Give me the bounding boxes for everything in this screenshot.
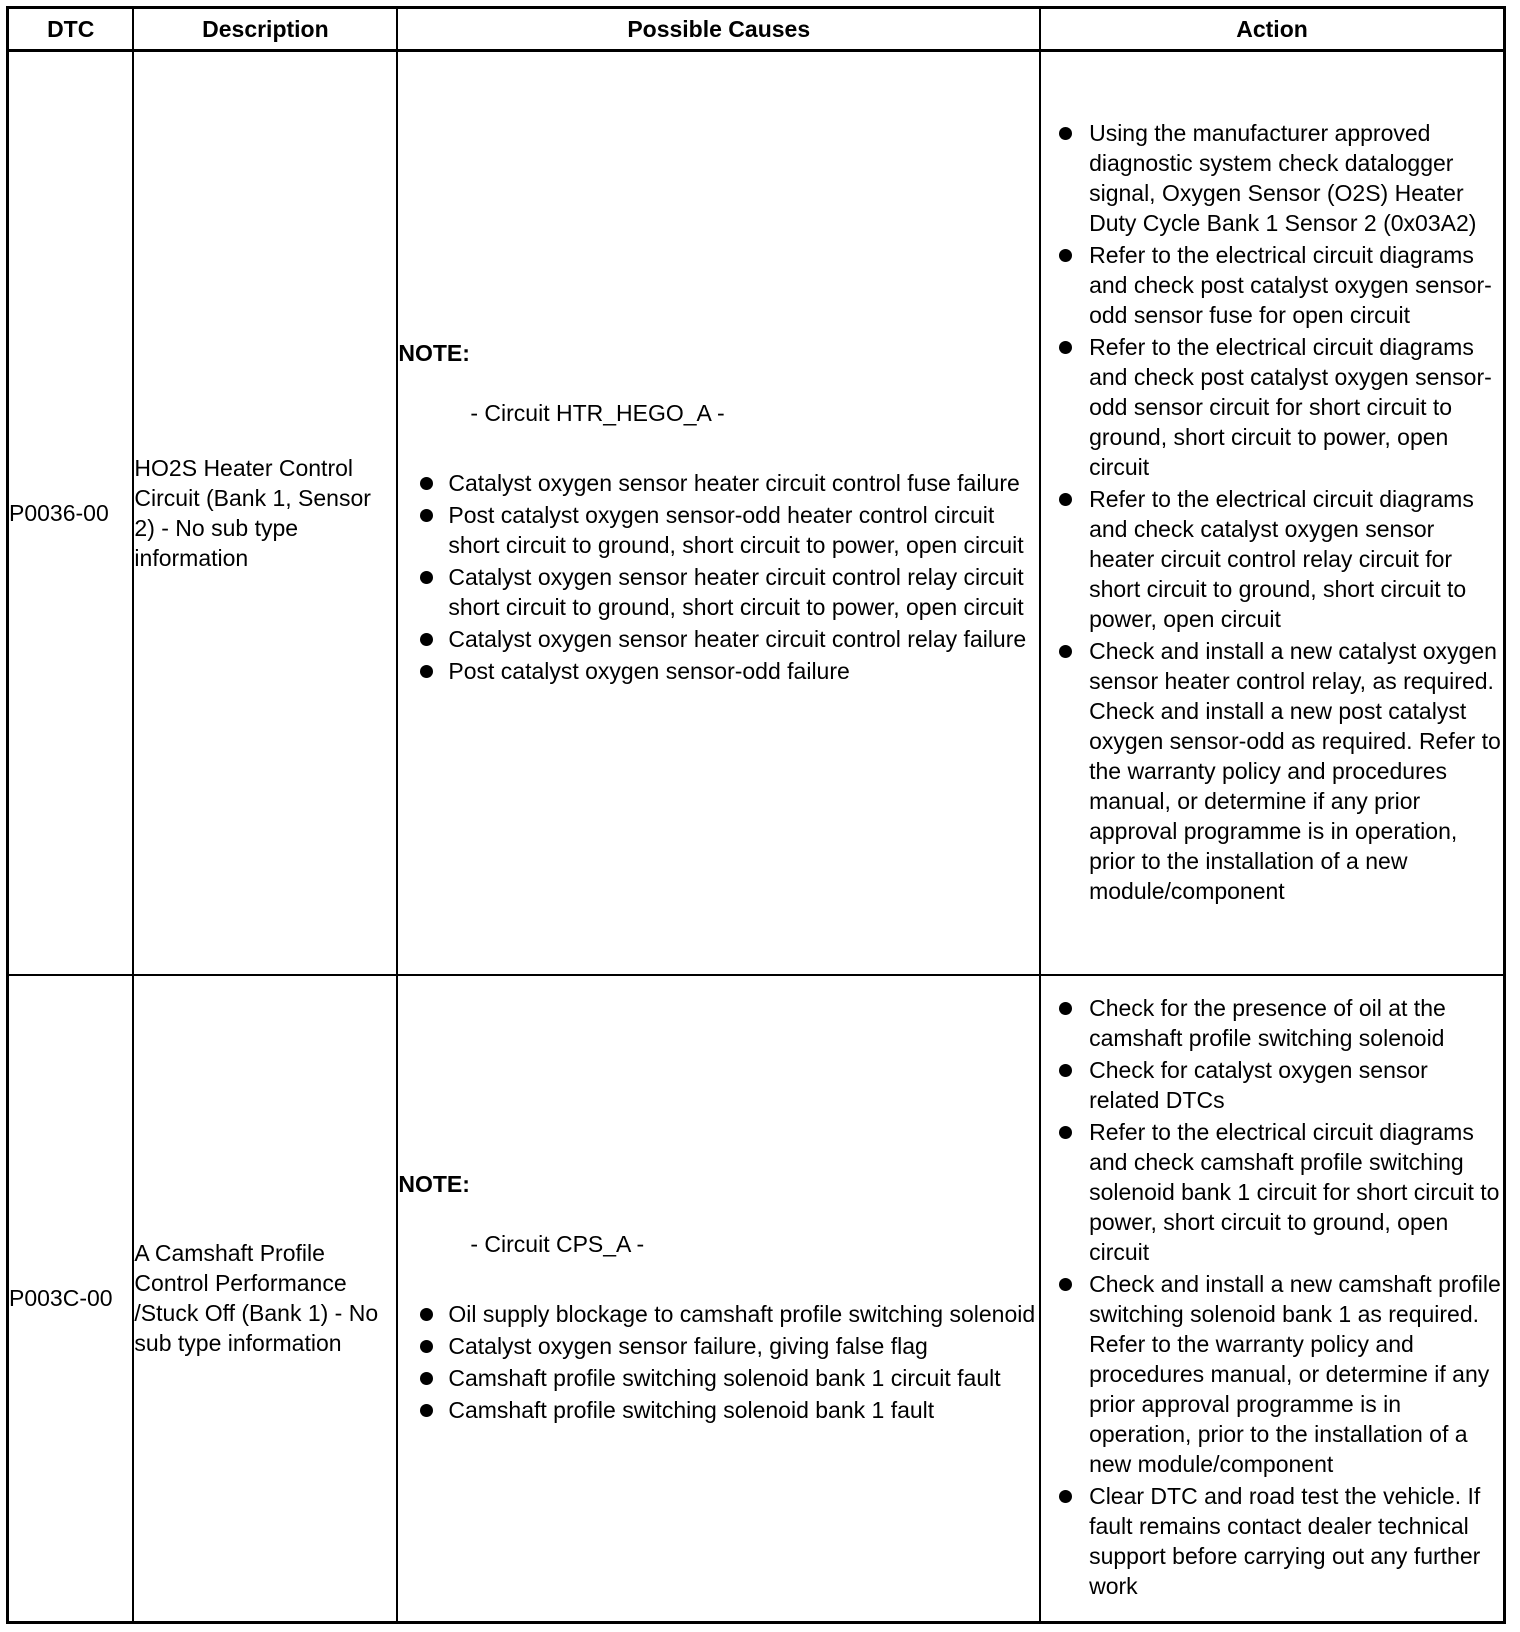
circuit-name: - Circuit HTR_HEGO_A - bbox=[470, 399, 725, 426]
bullet-icon bbox=[1059, 645, 1072, 658]
header-action: Action bbox=[1040, 8, 1504, 51]
header-description: Description bbox=[133, 8, 397, 51]
cause-text: Catalyst oxygen sensor failure, giving false flag bbox=[448, 1333, 928, 1360]
bullet-icon bbox=[1059, 1278, 1072, 1291]
causes-list bbox=[398, 468, 1039, 686]
cause-text: Catalyst oxygen sensor heater circuit control relay circuit short circuit to ground, short circuit to power, open circuit bbox=[448, 563, 1024, 620]
action-text: Check and install a new catalyst oxygen sensor heater control relay, as required. Check and install a new post catalyst oxygen sensor-odd as required. Refer to the warranty policy and procedures manual, or determine if any prior approval programme is in operation, prior to the installation of a new module/component bbox=[1089, 637, 1501, 904]
action-text: Check for catalyst oxygen sensor related DTCs bbox=[1089, 1057, 1428, 1114]
action-text: Refer to the electrical circuit diagrams and check post catalyst oxygen sensor-odd sensor fuse for open circuit bbox=[1089, 241, 1492, 328]
action-text: Refer to the electrical circuit diagrams and check catalyst oxygen sensor heater circuit control relay circuit for short circuit to ground, short circuit to power, open circuit bbox=[1089, 485, 1474, 632]
list-item bbox=[398, 562, 1039, 622]
possible-causes-cell bbox=[397, 975, 1040, 1623]
header-row bbox=[8, 8, 1505, 51]
table-row bbox=[8, 51, 1505, 975]
bullet-icon bbox=[420, 1404, 433, 1417]
list-item bbox=[1041, 484, 1503, 634]
list-item bbox=[1041, 1117, 1503, 1267]
bullet-icon bbox=[1059, 1490, 1072, 1503]
list-item bbox=[1041, 636, 1503, 906]
header-dtc: DTC bbox=[8, 8, 134, 51]
table-row bbox=[8, 975, 1505, 1623]
cause-text: Camshaft profile switching solenoid bank 1 circuit fault bbox=[448, 1365, 1001, 1392]
list-item bbox=[398, 1299, 1039, 1329]
note-label: NOTE: bbox=[398, 339, 470, 366]
bullet-icon bbox=[1059, 493, 1072, 506]
action-cell bbox=[1040, 51, 1504, 975]
circuit-name: - Circuit CPS_A - bbox=[470, 1231, 645, 1258]
list-item bbox=[1041, 1481, 1503, 1601]
dtc-description: HO2S Heater Control Circuit (Bank 1, Sensor 2) - No sub type information bbox=[133, 51, 397, 975]
list-item bbox=[1041, 1269, 1503, 1479]
bullet-icon bbox=[420, 1372, 433, 1385]
action-list bbox=[1041, 118, 1503, 906]
action-text: Using the manufacturer approved diagnostic system check datalogger signal, Oxygen Sensor (O2S) Heater Duty Cycle Bank 1 Sensor 2 (0x03A2) bbox=[1089, 119, 1477, 236]
list-item bbox=[1041, 118, 1503, 238]
action-text: Clear DTC and road test the vehicle. If fault remains contact dealer technical support before carrying out any further work bbox=[1089, 1483, 1481, 1600]
bullet-icon bbox=[1059, 249, 1072, 262]
list-item bbox=[398, 656, 1039, 686]
action-text: Refer to the electrical circuit diagrams and check camshaft profile switching solenoid bank 1 circuit for short circuit to power, short circuit to ground, open circuit bbox=[1089, 1119, 1500, 1266]
bullet-icon bbox=[1059, 1002, 1072, 1015]
bullet-icon bbox=[420, 1308, 433, 1321]
list-item bbox=[1041, 993, 1503, 1053]
dtc-table bbox=[6, 6, 1506, 1624]
cause-text: Post catalyst oxygen sensor-odd heater control circuit short circuit to ground, short circuit to power, open circuit bbox=[448, 501, 1024, 558]
action-text: Check for the presence of oil at the camshaft profile switching solenoid bbox=[1089, 995, 1446, 1052]
dtc-description: A Camshaft Profile Control Performance /Stuck Off (Bank 1) - No sub type information bbox=[133, 975, 397, 1623]
dtc-code: P003C-00 bbox=[8, 975, 134, 1623]
dtc-code: P0036-00 bbox=[8, 51, 134, 975]
causes-list bbox=[398, 1299, 1039, 1425]
list-item bbox=[398, 500, 1039, 560]
bullet-icon bbox=[420, 1340, 433, 1353]
cause-text: Camshaft profile switching solenoid bank 1 fault bbox=[448, 1397, 935, 1424]
list-item bbox=[398, 1363, 1039, 1393]
possible-causes-cell bbox=[397, 51, 1040, 975]
bullet-icon bbox=[420, 477, 433, 490]
action-text: Refer to the electrical circuit diagrams and check post catalyst oxygen sensor-odd sensor circuit for short circuit to ground, short circuit to power, open circuit bbox=[1089, 333, 1492, 480]
list-item bbox=[398, 468, 1039, 498]
list-item bbox=[398, 624, 1039, 654]
bullet-icon bbox=[1059, 1126, 1072, 1139]
list-item bbox=[398, 1395, 1039, 1425]
cause-text: Post catalyst oxygen sensor-odd failure bbox=[448, 657, 850, 684]
action-text: Check and install a new camshaft profile switching solenoid bank 1 as required. Refer to the warranty policy and procedures manual, or determine if any prior approval programme is in operation, prior to the installation of a new module/component bbox=[1089, 1271, 1501, 1478]
cause-text: Catalyst oxygen sensor heater circuit control fuse failure bbox=[448, 469, 1020, 496]
bullet-icon bbox=[420, 571, 433, 584]
cause-text: Oil supply blockage to camshaft profile switching solenoid bbox=[448, 1301, 1036, 1328]
bullet-icon bbox=[1059, 1064, 1072, 1077]
list-item bbox=[1041, 1055, 1503, 1115]
bullet-icon bbox=[1059, 127, 1072, 140]
bullet-icon bbox=[420, 509, 433, 522]
bullet-icon bbox=[1059, 341, 1072, 354]
cause-text: Catalyst oxygen sensor heater circuit control relay failure bbox=[448, 625, 1027, 652]
list-item bbox=[398, 1331, 1039, 1361]
action-cell bbox=[1040, 975, 1504, 1623]
list-item bbox=[1041, 240, 1503, 330]
bullet-icon bbox=[420, 633, 433, 646]
list-item bbox=[1041, 332, 1503, 482]
bullet-icon bbox=[420, 665, 433, 678]
header-possible-causes: Possible Causes bbox=[397, 8, 1040, 51]
note-label: NOTE: bbox=[398, 1171, 470, 1198]
action-list bbox=[1041, 993, 1503, 1601]
